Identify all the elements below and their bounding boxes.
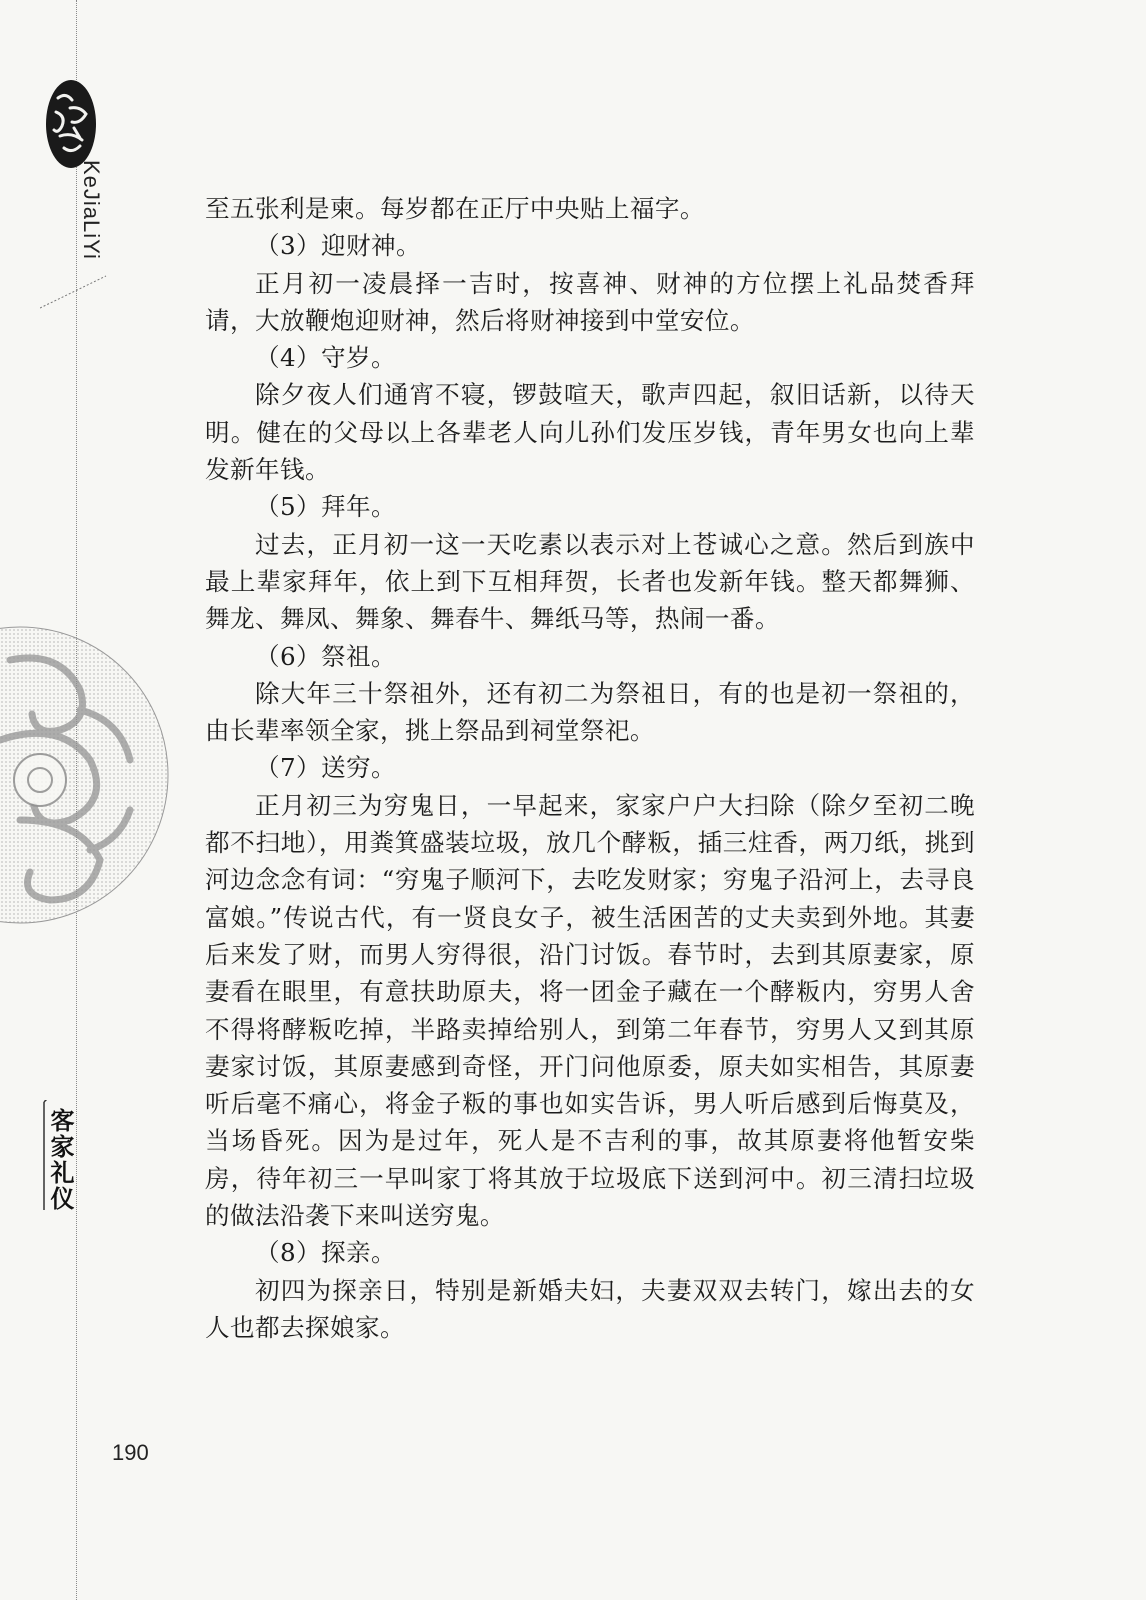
section-heading: （3）迎财神。 (255, 231, 422, 261)
section-heading: （7）送穷。 (255, 753, 397, 783)
section-heading: （8）探亲。 (255, 1238, 397, 1268)
paragraph: 除夕夜人们通宵不寝，锣鼓喧天，歌声四起，叙旧话新，以待天明。健在的父母以上各辈老人向儿孙们发压岁钱，青年男女也向上辈发新年钱。 (205, 380, 975, 485)
section-heading: （6）祭祖。 (255, 641, 397, 671)
chapter-title: 客家礼仪 (46, 1108, 74, 1212)
paragraph: 初四为探亲日，特别是新婚夫妇，夫妻双双去转门，嫁出去的女人也都去探娘家。 (205, 1275, 975, 1342)
paragraph: 过去，正月初一这一天吃素以表示对上苍诚心之意。然后到族中最上辈家拜年，依上到下互相拜贺，长者也发新年钱。整天都舞狮、舞龙、舞凤、舞象、舞春牛、舞纸马等，热闹一番。 (205, 529, 975, 634)
page-number: 190 (112, 1440, 149, 1465)
decorative-ornament (0, 620, 180, 930)
paragraph: 除大年三十祭祖外，还有初二为祭祖日，有的也是初一祭祖的，由长辈率领全家，挑上祭品到祠堂祭祀。 (205, 678, 975, 746)
seal-logo-graphic (44, 78, 98, 170)
body-text (205, 190, 975, 1346)
seal-logo (44, 78, 98, 170)
paragraph: 至五张利是柬。每岁都在正厅中央贴上福字。 (205, 194, 705, 223)
chapter-side-label (40, 1100, 86, 1220)
section-heading: （4）守岁。 (255, 343, 397, 373)
margin-diagonal-rule (40, 270, 110, 310)
paragraph: 正月初三为穷鬼日，一早起来，家家户户大扫除（除夕至初二晚都不扫地），用粪箕盛装垃圾，放几个酵粄，插三炷香，两刀纸，挑到河边念念有词：“穷鬼子顺河下，去吃发财家；穷鬼子沿河上，去寻良富娘。”传说古代，有一贤良女子，被生活困苦的丈夫卖到外地。其妻后来发了财，而男人穷得很，沿门讨饭。春节时，去到其原妻家，原妻看在眼里，有意扶助原夫，将一团金子藏在一个酵粄内，穷男人舍不得将酵粄吃掉，半路卖掉给别人，到第二年春节，穷男人又到其原妻家讨饭，其原妻感到奇怪，开门问他原委，原夫如实相告，其原妻听后毫不痛心，将金子粄的事也如实告诉，男人听后感到后悔莫及，当场昏死。因为是过年，死人是不吉利的事，故其原妻将他暂安柴房，待年初三一早叫家丁将其放于垃圾底下送到河中。初三清扫垃圾的做法沿袭下来叫送穷鬼。 (205, 790, 975, 1231)
section-heading: （5）拜年。 (255, 492, 397, 522)
brand-vertical-text: KeJiaLiYi (79, 160, 104, 260)
paragraph: 正月初一凌晨择一吉时，按喜神、财神的方位摆上礼品焚香拜请，大放鞭炮迎财神，然后将财神接到中堂安位。 (205, 268, 975, 335)
